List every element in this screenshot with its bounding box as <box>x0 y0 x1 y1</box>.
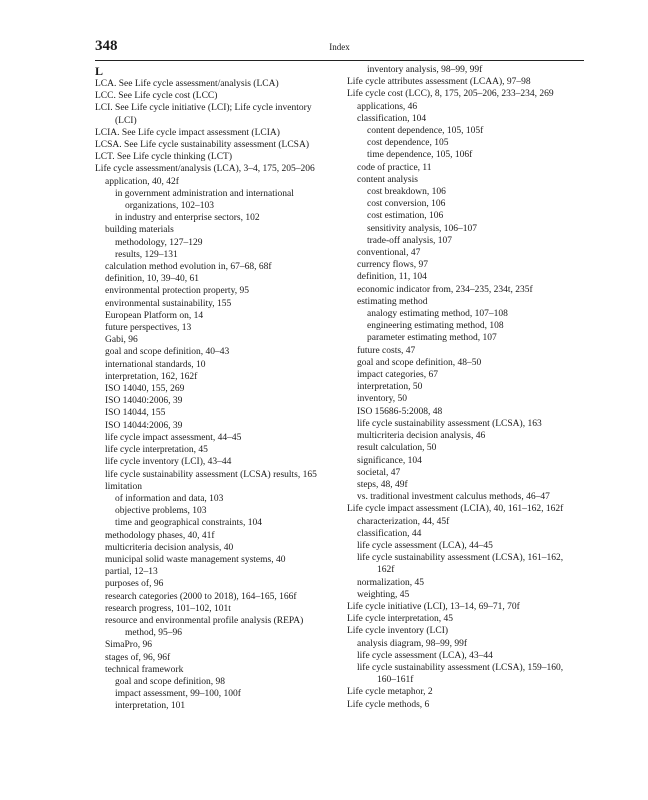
index-entry: impact categories, 67 <box>357 370 438 381</box>
index-entry: life cycle sustainability assessment (LCSA), 159–160, <box>357 662 564 673</box>
index-entry: multicriteria decision analysis, 40 <box>105 542 234 553</box>
index-entry: methodology phases, 40, 41f <box>105 530 215 541</box>
index-entry: content analysis <box>357 174 418 185</box>
index-entry: ISO 14040:2006, 39 <box>105 396 183 407</box>
index-column-right <box>347 64 587 711</box>
index-entry: Life cycle interpretation, 45 <box>347 614 454 625</box>
index-entry: code of practice, 11 <box>357 162 432 173</box>
index-entry: Life cycle methods, 6 <box>347 699 430 710</box>
index-entry: interpretation, 50 <box>357 382 423 393</box>
index-entry: classification, 104 <box>357 113 427 124</box>
index-entry: building materials <box>105 225 174 236</box>
index-entry: normalization, 45 <box>357 577 425 588</box>
index-entry: analogy estimating method, 107–108 <box>367 309 508 320</box>
index-entry: LCA. See Life cycle assessment/analysis (LCA) <box>95 79 279 89</box>
index-entry: resource and environmental profile analysis (REPA) <box>105 615 304 626</box>
index-entry: limitation <box>105 481 142 492</box>
index-entry: application, 40, 42f <box>105 176 179 187</box>
index-entry: ISO 14044, 155 <box>105 408 166 419</box>
index-entry: parameter estimating method, 107 <box>367 333 497 344</box>
page-header <box>95 38 584 58</box>
index-entry: trade-off analysis, 107 <box>367 235 453 246</box>
index-entry: weighting, 45 <box>357 589 410 600</box>
index-entry: international standards, 10 <box>105 359 206 370</box>
index-entry: objective problems, 103 <box>115 506 207 517</box>
index-entry: LCI. See Life cycle initiative (LCI); Life cycle inventory <box>95 103 312 114</box>
index-entry: classification, 44 <box>357 528 422 539</box>
index-entry: environmental sustainability, 155 <box>105 298 232 309</box>
index-entry: definition, 10, 39–40, 61 <box>105 274 199 285</box>
index-entry: inventory, 50 <box>357 394 408 405</box>
page-number: 348 <box>95 38 118 54</box>
index-entry: characterization, 44, 45f <box>357 516 450 527</box>
index-entry: inventory analysis, 98–99, 99f <box>367 65 483 75</box>
section-letter: L <box>95 64 104 78</box>
index-entry: engineering estimating method, 108 <box>367 321 504 332</box>
index-entry: ISO 14040, 155, 269 <box>105 384 185 395</box>
index-entry: analysis diagram, 98–99, 99f <box>357 638 468 649</box>
index-entry: European Platform on, 14 <box>105 310 204 321</box>
index-entry: life cycle sustainability assessment (LCSA) results, 165 <box>105 469 317 480</box>
index-entry: Life cycle cost (LCC), 8, 175, 205–206, 233–234, 269 <box>347 89 554 100</box>
index-entry: life cycle interpretation, 45 <box>105 445 208 456</box>
index-entry: societal, 47 <box>357 467 401 478</box>
index-entry: economic indicator from, 234–235, 234t, 235f <box>357 284 533 295</box>
index-entry: partial, 12–13 <box>105 567 158 578</box>
index-entry: time dependence, 105, 106f <box>367 150 473 161</box>
index-entry: goal and scope definition, 40–43 <box>105 347 230 358</box>
index-entry: life cycle sustainability assessment (LCSA), 163 <box>357 418 542 429</box>
index-entry: Life cycle assessment/analysis (LCA), 3–4, 175, 205–206 <box>95 164 315 175</box>
index-entry: (LCI) <box>115 115 137 126</box>
index-entry: organizations, 102–103 <box>125 201 215 212</box>
index-entry: Life cycle impact assessment (LCIA), 40, 161–162, 162f <box>347 504 564 515</box>
index-entry: applications, 46 <box>357 101 418 112</box>
index-entry: content dependence, 105, 105f <box>367 126 484 137</box>
index-entry: conventional, 47 <box>357 248 421 259</box>
index-entry: time and geographical constraints, 104 <box>115 518 262 529</box>
index-entry: 160–161f <box>377 675 414 686</box>
index-entry: interpretation, 162, 162f <box>105 371 198 382</box>
index-entry: life cycle sustainability assessment (LCSA), 161–162, <box>357 553 564 564</box>
index-entry: LCSA. See Life cycle sustainability assessment (LCSA) <box>95 140 309 151</box>
index-entry: future perspectives, 13 <box>105 323 192 334</box>
index-entry: of information and data, 103 <box>115 493 224 504</box>
index-entry: cost conversion, 106 <box>367 199 446 210</box>
index-entry: significance, 104 <box>357 455 422 466</box>
index-entry: cost estimation, 106 <box>367 211 444 222</box>
index-entry: Gabi, 96 <box>105 335 138 346</box>
index-entry: estimating method <box>357 296 428 307</box>
index-column-left <box>95 64 357 713</box>
index-entry: future costs, 47 <box>357 345 416 356</box>
index-entry: steps, 48, 49f <box>357 479 408 490</box>
index-entry: LCIA. See Life cycle impact assessment (LCIA) <box>95 127 280 138</box>
index-entry: LCC. See Life cycle cost (LCC) <box>95 91 218 102</box>
index-entry: interpretation, 101 <box>115 701 186 712</box>
index-entry: definition, 11, 104 <box>357 272 427 283</box>
index-entry: environmental protection property, 95 <box>105 286 249 297</box>
index-entry: stages of, 96, 96f <box>105 652 171 663</box>
index-entry: life cycle assessment (LCA), 43–44 <box>357 650 493 661</box>
index-entry: vs. traditional investment calculus methods, 46–47 <box>357 492 550 503</box>
index-entry: sensitivity analysis, 106–107 <box>367 223 478 234</box>
index-entry: life cycle inventory (LCI), 43–44 <box>105 457 232 468</box>
index-entry: goal and scope definition, 98 <box>115 676 226 687</box>
index-entry: result calculation, 50 <box>357 443 437 454</box>
index-entry: multicriteria decision analysis, 46 <box>357 431 486 442</box>
index-entry: purposes of, 96 <box>105 579 164 590</box>
index-entry: Life cycle inventory (LCI) <box>347 626 449 637</box>
index-entry: Life cycle attributes assessment (LCAA), 97–98 <box>347 77 531 88</box>
index-entry: Life cycle initiative (LCI), 13–14, 69–71, 70f <box>347 601 520 612</box>
index-entry: SimaPro, 96 <box>105 640 152 651</box>
index-entry: ISO 15686-5:2008, 48 <box>357 406 443 417</box>
index-entry: research categories (2000 to 2018), 164–165, 166f <box>105 591 297 602</box>
index-entry: cost breakdown, 106 <box>367 187 446 198</box>
index-entry: 162f <box>377 565 395 576</box>
index-entry: cost dependence, 105 <box>367 138 449 149</box>
index-entry: in government administration and international <box>115 188 294 199</box>
header-rule <box>95 60 584 61</box>
index-entry: life cycle assessment (LCA), 44–45 <box>357 540 493 551</box>
index-entry: LCT. See Life cycle thinking (LCT) <box>95 152 233 163</box>
index-entry: technical framework <box>105 664 184 675</box>
index-entry: municipal solid waste management systems, 40 <box>105 554 286 565</box>
index-entry: ISO 14044:2006, 39 <box>105 420 183 431</box>
index-entry: currency flows, 97 <box>357 260 428 271</box>
index-entry: results, 129–131 <box>115 249 178 260</box>
index-entry: Life cycle metaphor, 2 <box>347 687 433 698</box>
index-entry: life cycle impact assessment, 44–45 <box>105 432 242 443</box>
index-entry: in industry and enterprise sectors, 102 <box>115 213 260 224</box>
running-head: Index <box>329 42 350 52</box>
index-entry: impact assessment, 99–100, 100f <box>115 689 241 700</box>
index-entry: goal and scope definition, 48–50 <box>357 357 482 368</box>
index-entry: research progress, 101–102, 101t <box>105 603 231 614</box>
index-entry: calculation method evolution in, 67–68, 68f <box>105 262 272 273</box>
index-entry: method, 95–96 <box>125 628 182 639</box>
index-entry: methodology, 127–129 <box>115 237 203 248</box>
